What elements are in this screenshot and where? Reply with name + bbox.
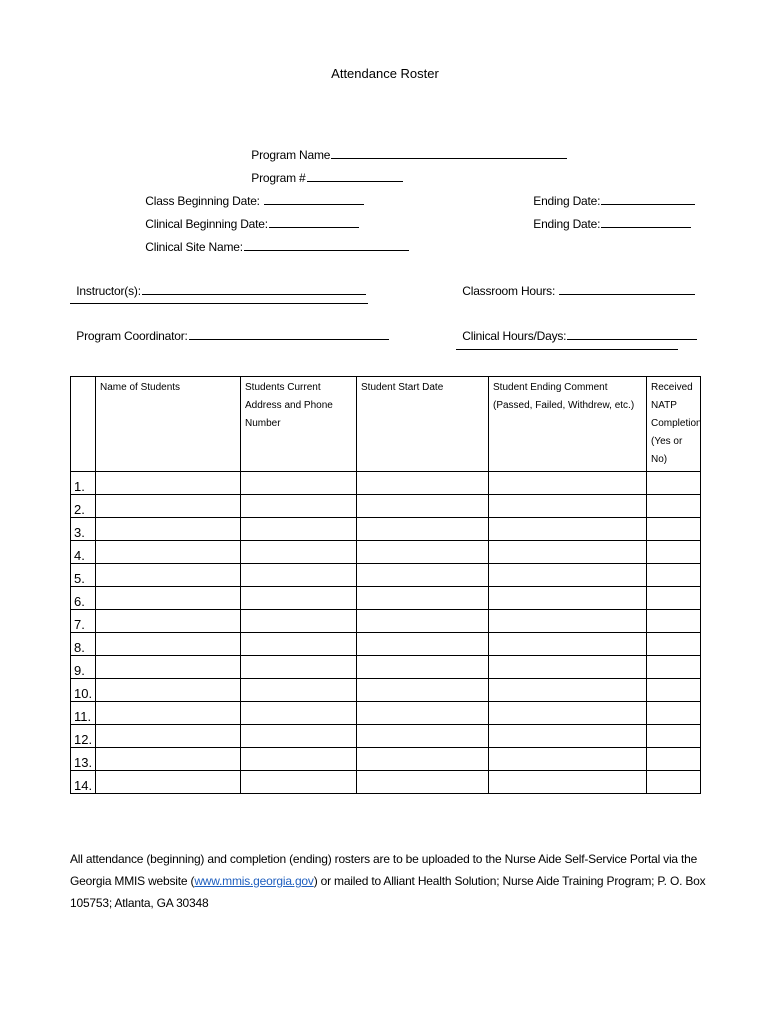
ending-comment-cell[interactable] <box>489 518 647 541</box>
natp-completion-cell[interactable] <box>647 702 701 725</box>
ending-date-field-2[interactable] <box>527 202 691 231</box>
ending-date-label-1: Ending Date: <box>533 194 601 208</box>
column-header-name: Name of Students <box>96 377 241 472</box>
table-row <box>71 610 701 633</box>
ending-comment-cell[interactable] <box>489 495 647 518</box>
row-number: 10. <box>71 679 96 702</box>
student-address-cell[interactable] <box>241 679 357 702</box>
student-address-cell[interactable] <box>241 472 357 495</box>
footer-text-after: ) or mailed to Alliant Health Solution; Nurse Aide Training Program; P. O. Box 105753; Atlanta, GA 30348 <box>70 874 706 910</box>
column-header-start-date: Student Start Date <box>357 377 489 472</box>
classroom-hours-field[interactable] <box>456 269 695 298</box>
ending-comment-cell[interactable] <box>489 541 647 564</box>
table-row <box>71 656 701 679</box>
student-name-cell[interactable] <box>96 748 241 771</box>
student-address-cell[interactable] <box>241 748 357 771</box>
row-number: 1. <box>71 472 96 495</box>
ending-comment-cell[interactable] <box>489 771 647 794</box>
student-name-cell[interactable] <box>96 610 241 633</box>
clinical-site-name-label: Clinical Site Name: <box>145 240 243 254</box>
student-address-cell[interactable] <box>241 518 357 541</box>
table-row <box>71 541 701 564</box>
ending-comment-cell[interactable] <box>489 679 647 702</box>
ending-comment-cell[interactable] <box>489 748 647 771</box>
row-number: 9. <box>71 656 96 679</box>
natp-completion-cell[interactable] <box>647 679 701 702</box>
start-date-cell[interactable] <box>357 495 489 518</box>
student-name-cell[interactable] <box>96 472 241 495</box>
student-name-cell[interactable] <box>96 679 241 702</box>
natp-completion-cell[interactable] <box>647 633 701 656</box>
column-header-natp: Received NATP Completion (Yes or No) <box>647 377 701 472</box>
table-row <box>71 633 701 656</box>
ending-comment-cell[interactable] <box>489 564 647 587</box>
column-header-ending-comment: Student Ending Comment (Passed, Failed, Withdrew, etc.) <box>489 377 647 472</box>
natp-completion-cell[interactable] <box>647 541 701 564</box>
start-date-cell[interactable] <box>357 633 489 656</box>
instructors-label: Instructor(s): <box>76 284 141 298</box>
ending-comment-cell[interactable] <box>489 472 647 495</box>
row-number: 12. <box>71 725 96 748</box>
table-row <box>71 702 701 725</box>
instructors-field[interactable] <box>70 269 366 298</box>
row-number: 14. <box>71 771 96 794</box>
clinical-site-name-field[interactable] <box>139 225 409 254</box>
row-number: 2. <box>71 495 96 518</box>
program-name-label: Program Name <box>251 148 331 162</box>
student-address-cell[interactable] <box>241 587 357 610</box>
ending-comment-cell[interactable] <box>489 725 647 748</box>
student-name-cell[interactable] <box>96 725 241 748</box>
program-coordinator-label: Program Coordinator: <box>76 329 188 343</box>
ending-comment-cell[interactable] <box>489 656 647 679</box>
ending-date-label-2: Ending Date: <box>533 217 601 231</box>
student-name-cell[interactable] <box>96 656 241 679</box>
row-number: 6. <box>71 587 96 610</box>
student-address-cell[interactable] <box>241 771 357 794</box>
footer-text-before: All attendance (beginning) and completion (ending) rosters are to be uploaded to the Nurse Aide Self-Service Portal via the Georgia MMIS website ( <box>70 852 698 888</box>
student-address-cell[interactable] <box>241 541 357 564</box>
footer-note <box>70 848 710 914</box>
natp-completion-cell[interactable] <box>647 771 701 794</box>
natp-completion-cell[interactable] <box>647 587 701 610</box>
natp-completion-cell[interactable] <box>647 748 701 771</box>
student-name-cell[interactable] <box>96 633 241 656</box>
row-number: 5. <box>71 564 96 587</box>
ending-comment-cell[interactable] <box>489 633 647 656</box>
student-name-cell[interactable] <box>96 564 241 587</box>
natp-completion-cell[interactable] <box>647 472 701 495</box>
row-number: 3. <box>71 518 96 541</box>
table-row <box>71 771 701 794</box>
start-date-cell[interactable] <box>357 587 489 610</box>
student-address-cell[interactable] <box>241 633 357 656</box>
row-number: 8. <box>71 633 96 656</box>
program-coordinator-field[interactable] <box>70 314 389 343</box>
start-date-cell[interactable] <box>357 518 489 541</box>
student-name-cell[interactable] <box>96 702 241 725</box>
table-row <box>71 725 701 748</box>
student-address-cell[interactable] <box>241 702 357 725</box>
table-row <box>71 564 701 587</box>
natp-completion-cell[interactable] <box>647 495 701 518</box>
classroom-hours-label: Classroom Hours: <box>462 284 556 298</box>
row-number: 11. <box>71 702 96 725</box>
class-beginning-date-label: Class Beginning Date: <box>145 194 260 208</box>
table-row <box>71 679 701 702</box>
natp-completion-cell[interactable] <box>647 610 701 633</box>
student-name-cell[interactable] <box>96 587 241 610</box>
natp-completion-cell[interactable] <box>647 725 701 748</box>
attendance-roster-table <box>70 376 701 794</box>
column-header-number <box>71 377 96 472</box>
row-number: 13. <box>71 748 96 771</box>
student-address-cell[interactable] <box>241 495 357 518</box>
column-header-address: Students Current Address and Phone Number <box>241 377 357 472</box>
clinical-beginning-date-label: Clinical Beginning Date: <box>145 217 268 231</box>
table-row <box>71 748 701 771</box>
table-row <box>71 587 701 610</box>
clinical-hours-extra-line[interactable] <box>456 349 678 350</box>
ending-comment-cell[interactable] <box>489 610 647 633</box>
ending-comment-cell[interactable] <box>489 702 647 725</box>
start-date-cell[interactable] <box>357 656 489 679</box>
start-date-cell[interactable] <box>357 679 489 702</box>
instructors-extra-line[interactable] <box>70 303 368 304</box>
start-date-cell[interactable] <box>357 702 489 725</box>
student-address-cell[interactable] <box>241 725 357 748</box>
student-name-cell[interactable] <box>96 771 241 794</box>
student-address-cell[interactable] <box>241 656 357 679</box>
page-title: Attendance Roster <box>331 66 439 81</box>
ending-comment-cell[interactable] <box>489 587 647 610</box>
table-header-row <box>71 377 701 472</box>
natp-completion-cell[interactable] <box>647 564 701 587</box>
start-date-cell[interactable] <box>357 748 489 771</box>
student-name-cell[interactable] <box>96 495 241 518</box>
start-date-cell[interactable] <box>357 610 489 633</box>
start-date-cell[interactable] <box>357 771 489 794</box>
program-number-label: Program # <box>251 171 306 185</box>
table-row <box>71 518 701 541</box>
start-date-cell[interactable] <box>357 564 489 587</box>
start-date-cell[interactable] <box>357 725 489 748</box>
student-address-cell[interactable] <box>241 564 357 587</box>
student-address-cell[interactable] <box>241 610 357 633</box>
student-name-cell[interactable] <box>96 541 241 564</box>
mmis-website-link[interactable]: www.mmis.georgia.gov <box>194 874 314 888</box>
student-name-cell[interactable] <box>96 518 241 541</box>
natp-completion-cell[interactable] <box>647 518 701 541</box>
clinical-hours-label: Clinical Hours/Days: <box>462 329 567 343</box>
row-number: 7. <box>71 610 96 633</box>
table-row <box>71 495 701 518</box>
clinical-hours-field[interactable] <box>456 314 697 343</box>
row-number: 4. <box>71 541 96 564</box>
table-row <box>71 472 701 495</box>
start-date-cell[interactable] <box>357 472 489 495</box>
natp-completion-cell[interactable] <box>647 656 701 679</box>
start-date-cell[interactable] <box>357 541 489 564</box>
